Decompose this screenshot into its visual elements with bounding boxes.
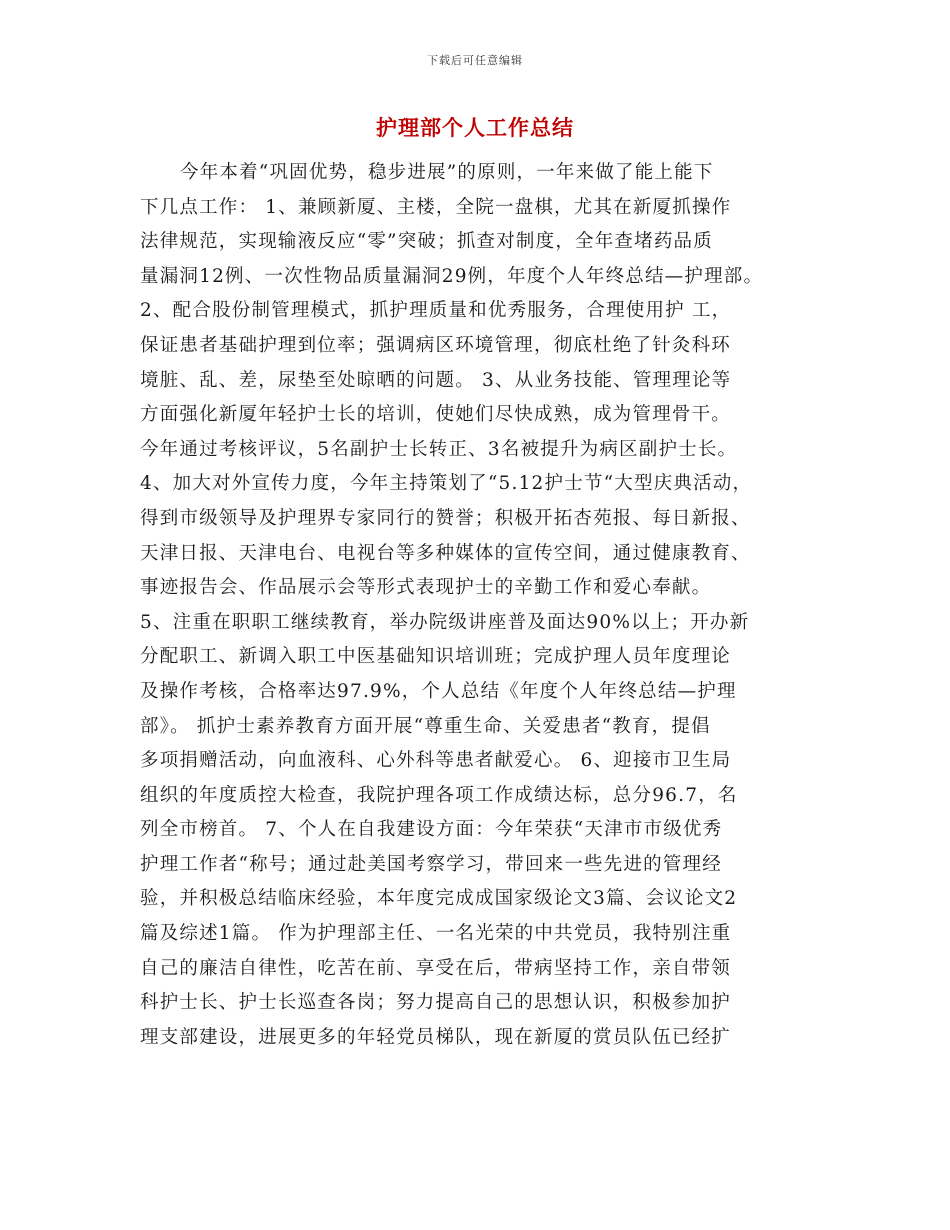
body-text <box>140 156 830 1055</box>
text-line: 保证患者基础护理到位率；强调病区环境管理，彻底杜绝了针灸科环 <box>140 334 732 356</box>
text-line: 境脏、乱、差，尿垫至处晾晒的问题。 3、从业务技能、管理理论等 <box>140 369 732 391</box>
text-line: 自己的廉洁自律性，吃苦在前、享受在后，带病坚持工作，亲自带领 <box>140 957 732 979</box>
text-line: 护理工作者“称号；通过赴美国考察学习，带回来一些先进的管理经 <box>140 853 722 875</box>
text-line: 法律规范，实现输液反应“零”突破；抓查对制度，全年查堵药品质 <box>140 231 713 253</box>
text-line: 4、加大对外宣传力度，今年主持策划了“5.12护士节“大型庆典活动， <box>140 473 753 495</box>
text-line: 理支部建设，进展更多的年轻党员梯队，现在新厦的赏员队伍已经扩 <box>140 1026 732 1048</box>
text-line: 5、注重在职职工继续教育，举办院级讲座普及面达90%以上；开办新 <box>140 611 750 633</box>
text-line: 下几点工作： 1、兼顾新厦、主楼，全院一盘棋，尤其在新厦抓操作 <box>140 196 732 218</box>
text-line: 2、配合股份制管理模式，抓护理质量和优秀服务，合理使用护 工， <box>140 300 732 322</box>
text-line: 列全市榜首。 7、个人在自我建设方面：今年荣获“天津市市级优秀 <box>140 819 723 841</box>
text-line: 今年通过考核评议，5名副护士长转正、3名被提升为病区副护士长。 <box>140 438 738 460</box>
text-line: 事迹报告会、作品展示会等形式表现护士的辛勤工作和爱心奉献。 <box>140 577 712 599</box>
document-title: 护理部个人工作总结 <box>376 116 574 140</box>
text-line: 组织的年度质控大检查，我院护理各项工作成绩达标，总分96.7，名 <box>140 784 738 806</box>
text-line: 方面强化新厦年轻护士长的培训，使她们尽快成熟，成为管理骨干。 <box>140 404 732 426</box>
text-line: 天津日报、天津电台、电视台等多种媒体的宣传空间，通过健康教育、 <box>140 542 751 564</box>
text-line: 量漏洞12例、一次性物品质量漏洞29例，年度个人年终总结—护理部。 <box>140 265 764 287</box>
text-line: 篇及综述1篇。 作为护理部主任、一名光荣的中共党员，我特别注重 <box>140 923 732 945</box>
text-line: 分配职工、新调入职工中医基础知识培训班；完成护理人员年度理论 <box>140 646 732 668</box>
text-line: 验，并积极总结临床经验，本年度完成成国家级论文3篇、会议论文2 <box>140 888 738 910</box>
text-line: 部》。 抓护士素养教育方面开展“尊重生命、关爱患者“教育，提倡 <box>140 715 711 737</box>
text-line: 多项捐赠活动，向血液科、心外科等患者献爱心。 6、迎接市卫生局 <box>140 750 732 772</box>
text-line: 科护士长、护士长巡查各岗；努力提高自己的思想认识，积极参加护 <box>140 992 732 1014</box>
header-note: 下载后可任意编辑 <box>427 54 523 67</box>
text-line: 今年本着“巩固优势，稳步进展”的原则，一年来做了能上能下 <box>180 162 714 183</box>
text-line: 及操作考核，合格率达97.9%，个人总结《年度个人年终总结—护理 <box>140 680 737 702</box>
text-line: 得到市级领导及护理界专家同行的赞誉；积极开拓杏苑报、每日新报、 <box>140 507 751 529</box>
